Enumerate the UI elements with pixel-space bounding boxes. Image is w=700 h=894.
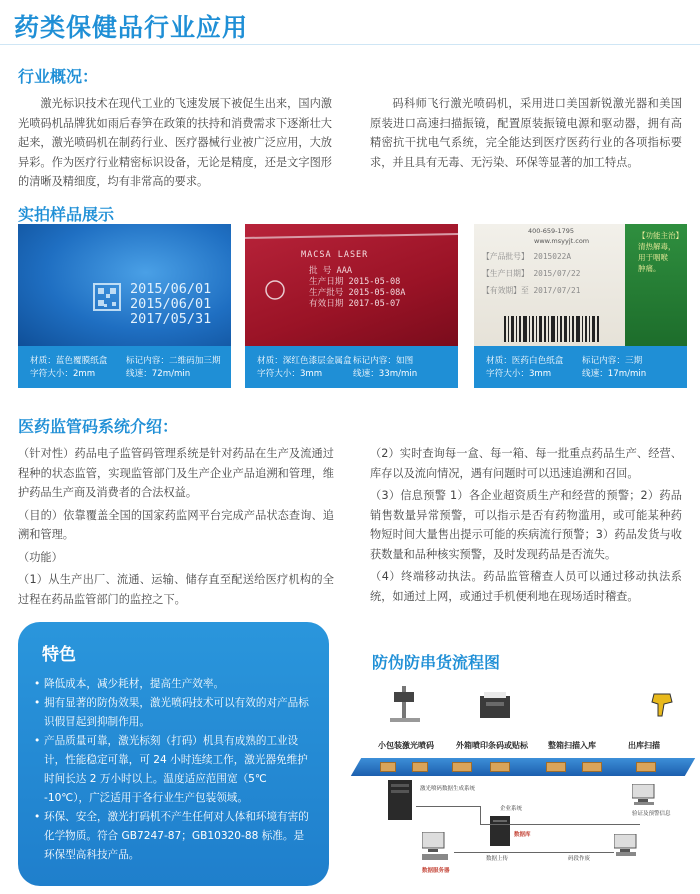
- connector-line-4: [454, 852, 614, 853]
- terminal-computer-icon: [614, 834, 640, 858]
- verify-label: 验证及预警信息: [632, 811, 671, 817]
- sample-2-caption: [245, 346, 458, 388]
- sample-1-font-size: 字符大小：2mm: [30, 369, 96, 379]
- overview-right-text: 码科师飞行激光喷码机，采用进口美国新锐激光器和美国原装进口高速扫描振镜，配置原装振镜电源和驱动器，拥有高精密抗干扰电气系统，完全能达到医疗医药行业的各项指标要求，并且具有无毒、无污染、环保等显著的加工特点。: [370, 97, 682, 169]
- laser-marker-icon: [390, 686, 420, 722]
- sample-3-material: 材质：医药白色纸盒: [486, 356, 564, 366]
- sample-1-content: 标记内容：二维码加三期: [126, 356, 221, 366]
- sample-3-phone: 400-659-1795: [528, 227, 575, 235]
- enterprise-label: 企业系统: [500, 806, 523, 812]
- page-title: 药类保健品行业应用: [14, 13, 249, 42]
- system-heading: 医药监管码系统介绍：: [18, 417, 179, 436]
- database-server-icon: [490, 816, 510, 846]
- samples-heading: 实拍样品展示: [18, 205, 115, 224]
- sample-3-line-3: 【有效期】至 2017/07/21: [482, 286, 581, 295]
- sample-1-line-1: 2015/06/01: [130, 281, 212, 297]
- package-box-3: [452, 762, 472, 772]
- sample-1-speed: 线速：72m/min: [126, 369, 191, 379]
- system-left-column: [18, 444, 334, 612]
- stage-1-label: 小包装激光喷码: [378, 741, 434, 750]
- package-box-2: [412, 762, 428, 772]
- system-left-para-4: （1）从生产出厂、流通、运输、储存直至配送给医疗机构的全过程在药品监管部门的监控之下。: [18, 573, 334, 606]
- overview-heading: 行业概况：: [18, 67, 99, 86]
- sample-1-line-3: 2017/05/31: [130, 311, 212, 327]
- sample-card-3: [474, 224, 687, 388]
- flow-heading: 防伪防串货流程图: [372, 653, 501, 672]
- sample-2-content: 标记内容：如图: [353, 356, 414, 366]
- sample-3-side-1: 【功能主治】: [638, 231, 683, 240]
- sample-card-1: [18, 224, 231, 388]
- feature-item-3: • 产品质量可靠，激光标刻（打码）机具有成熟的工业设计，性能稳定可靠，可 24 小时连续工作，激光器免维护时间长达 2 万小时以上。温度适应范围宽（5℃ -10℃），广泛适用于各行业生产包装领域。: [34, 732, 313, 808]
- system-left-para-3: （功能）: [18, 550, 63, 564]
- stage-2-label: 外箱喷印条码或贴标: [456, 741, 528, 750]
- sample-3-line-2: 【生产日期】 2015/07/22: [482, 269, 581, 278]
- database-label: 数据库: [514, 832, 531, 838]
- sample-3-side-3: 用于咽喉: [638, 253, 668, 262]
- connector-line-2: [480, 806, 481, 824]
- sample-2-line-1: 批 号 AAA: [309, 266, 353, 276]
- sample-card-2: [245, 224, 458, 388]
- features-heading: 特色: [42, 645, 76, 665]
- features-panel: [18, 622, 329, 886]
- sample-3-line-1: 【产品批号】 2015022A: [482, 252, 572, 261]
- system-left-para-1: （针对性）药品电子监管码管理系统是针对药品在生产及流通过程种的状态监管，实现监管部门及生产企业产品追溯和管理，维护药品生产商及消费者的合法权益。: [18, 447, 334, 499]
- system-right-para-1: （2）实时查询每一盒、每一箱、每一批重点药品生产、经营、库存以及流向情况，遇有问题时可以迅速追溯和召回。: [370, 447, 682, 480]
- sample-3-web: www.msyyjt.com: [534, 237, 590, 245]
- sample-3-side-2: 清热解毒，: [638, 242, 676, 251]
- sample-2-line-3: 生产批号 2015-05-08A: [309, 288, 406, 298]
- system-right-para-3: （4）终端移动执法。药品监管稽查人员可以通过移动执法系统，如通过上网，或通过手机便利地在现场适时稽查。: [370, 570, 682, 603]
- connector-line-1: [416, 806, 480, 807]
- package-box-7: [636, 762, 656, 772]
- sample-2-line-2: 生产日期 2015-05-08: [309, 277, 401, 287]
- barcode-icon: [504, 316, 644, 342]
- package-box-5: [546, 762, 566, 772]
- sample-2-font-size: 字符大小：3mm: [257, 369, 323, 379]
- sample-3-caption: [474, 346, 687, 388]
- system-left-para-2: （目的）依靠覆盖全国的国家药监网平台完成产品状态查询、追溯和管理。: [18, 508, 334, 541]
- system-right-para-2: （3）信息预警 1）各企业超资质生产和经营的预警；2）药品销售数量异常预警，可以指示是否有药物滥用，或可能某种药物短时间大量售出提示可能的疾病流行预警；3）药品发货与收获数量和品种核实预警，及时发现药品是否流失。: [370, 489, 682, 561]
- sample-3-speed: 线速：17m/min: [582, 369, 647, 379]
- stage-4-label: 出库扫描: [628, 741, 660, 750]
- overview-left-text: 激光标识技术在现代工业的飞速发展下被促生出来，国内激光喷码机品牌犹如雨后春笋在政策的扶持和消费需求下逐渐壮大起来，激光喷码机在制药行业、医疗器械行业被广泛应用，大放异彩。作为医疗行业精密标识设备，无论是精度，还是文字图形的清晰及精细度，均有非常高的要求。: [18, 97, 332, 188]
- server-tower-icon: [388, 780, 412, 820]
- sample-1-line-2: 2015/06/01: [130, 296, 212, 312]
- feature-item-4: • 环保、安全，激光打码机不产生任何对人体和环境有害的化学物质。符合 GB7247-87；GB10320-88 标准。是环保型高科技产品。: [34, 808, 313, 865]
- sample-photo-white-box: [474, 224, 687, 346]
- sample-photo-blue-box: [18, 224, 231, 346]
- upload-label: 数据上传: [486, 856, 509, 862]
- server-note-label: 激光喷码数据生成系统: [420, 786, 476, 792]
- package-box-6: [582, 762, 602, 772]
- label-printer-icon: [480, 692, 510, 720]
- sample-3-content: 标记内容：三期: [582, 356, 643, 366]
- sample-3-side-4: 肿痛。: [638, 264, 661, 273]
- sample-2-material: 材质：深红色漆层金属盒: [257, 356, 352, 366]
- sample-2-line-4: 有效日期 2017-05-07: [309, 299, 401, 309]
- sample-2-header: MACSA LASER: [301, 250, 369, 260]
- flow-diagram: [350, 684, 696, 888]
- package-box-1: [380, 762, 396, 772]
- sample-1-material: 材质：蓝色覆膜纸盒: [30, 356, 108, 366]
- package-box-4: [490, 762, 510, 772]
- data-server-icon: [422, 832, 452, 862]
- barcode-scanner-icon: [650, 692, 674, 718]
- connector-line-3: [480, 824, 640, 825]
- feature-item-2: • 拥有显著的防伪效果，激光喷码技术可以有效的对产品标识假冒起到抑制作用。: [34, 694, 313, 732]
- sample-3-font-size: 字符大小：3mm: [486, 369, 552, 379]
- sample-2-speed: 线速：33m/min: [353, 369, 418, 379]
- cancel-label: 码段作废: [568, 856, 591, 862]
- sample-photo-red-tin: [245, 224, 458, 346]
- verify-computer-icon: [632, 784, 658, 806]
- feature-item-1: • 降低成本，减少耗材，提高生产效率。: [34, 675, 313, 694]
- system-right-column: [370, 444, 682, 609]
- sample-1-caption: [18, 346, 231, 388]
- stage-3-label: 整箱扫描入库: [548, 741, 596, 750]
- title-divider: [0, 44, 700, 45]
- data-server-label: 数据服务器: [422, 868, 450, 874]
